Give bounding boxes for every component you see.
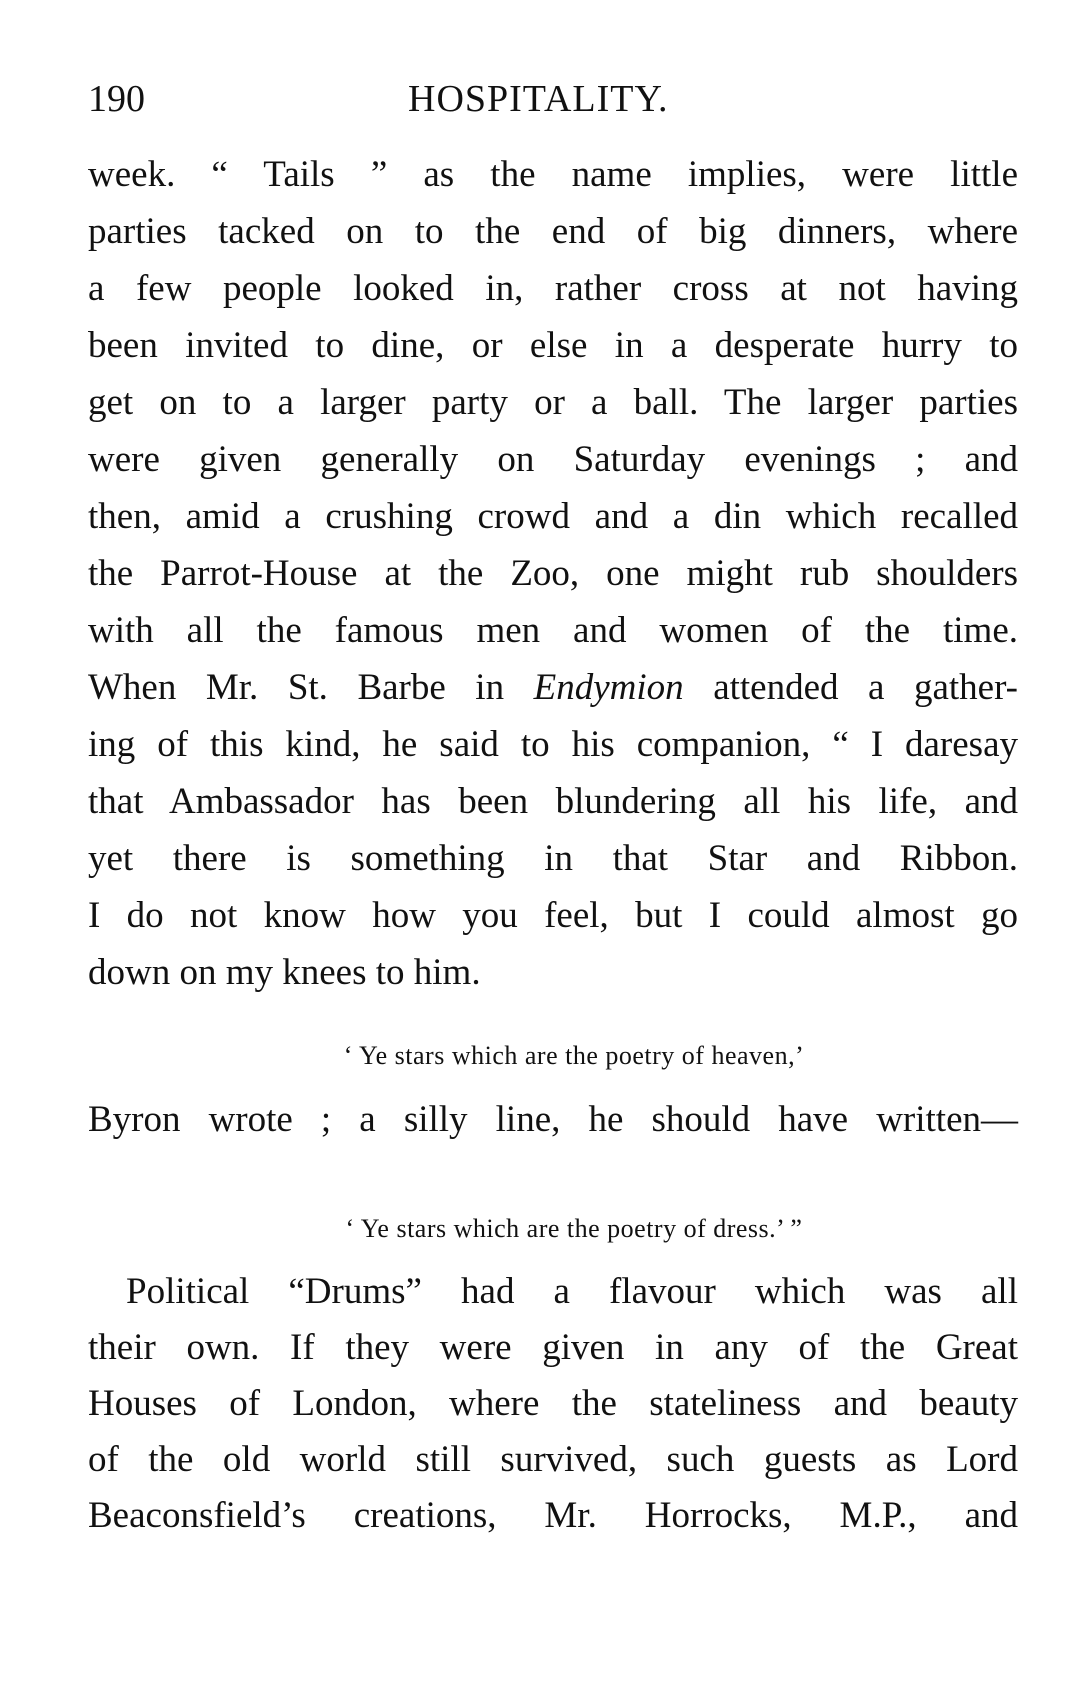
- text-line: get on to a larger party or a ball. The larger parties: [88, 382, 1018, 423]
- text-line: Beaconsfield’s creations, Mr. Horrocks, M.P., and: [88, 1495, 1018, 1536]
- text-line: parties tacked on to the end of big dinners, where: [88, 211, 1018, 252]
- paragraph-byron: [88, 1091, 1018, 1148]
- text-line: were given generally on Saturday evenings ; and: [88, 439, 1018, 480]
- text-line: been invited to dine, or else in a desperate hurry to: [88, 325, 1018, 366]
- text-line: with all the famous men and women of the time.: [88, 610, 1018, 651]
- text-line: Byron wrote ; a silly line, he should have written—: [88, 1099, 1018, 1140]
- page-number: 190: [88, 78, 145, 120]
- text-line: then, amid a crushing crowd and a din which recalled: [88, 496, 1018, 537]
- running-head: [88, 70, 1018, 130]
- text-line: I do not know how you feel, but I could almost go: [88, 895, 1018, 936]
- text-line: of the old world still survived, such guests as Lord: [88, 1439, 1018, 1480]
- text-line-endymion: [88, 659, 1018, 716]
- text-line: week. “ Tails ” as the name implies, were little: [88, 154, 1018, 195]
- verse-quote-heaven: ‘ Ye stars which are the poetry of heaven,’: [343, 1041, 805, 1070]
- running-title: HOSPITALITY.: [408, 78, 669, 120]
- paragraph-tails: [88, 146, 1018, 1001]
- text-line: the Parrot-House at the Zoo, one might rub shoulders: [88, 553, 1018, 594]
- text-line: Houses of London, where the stateliness and beauty: [88, 1383, 1018, 1424]
- verse-quote-dress: ‘ Ye stars which are the poetry of dress.’ ”: [345, 1214, 803, 1243]
- text-line: their own. If they were given in any of the Great: [88, 1327, 1018, 1368]
- text-line: ing of this kind, he said to his companion, “ I daresay: [88, 724, 1018, 765]
- text-line: yet there is something in that Star and Ribbon.: [88, 838, 1018, 879]
- text-line: Political “Drums” had a flavour which was all: [126, 1271, 1018, 1312]
- book-title-endymion: Endymion: [533, 667, 684, 708]
- text-line: that Ambassador has been blundering all his life, and: [88, 781, 1018, 822]
- text-fragment: When Mr. St. Barbe in: [88, 667, 505, 708]
- text-fragment: attended a gather-: [713, 667, 1019, 708]
- text-line: a few people looked in, rather cross at not having: [88, 268, 1018, 309]
- text-line: down on my knees to him.: [88, 952, 481, 993]
- paragraph-political-drums: [88, 1264, 1018, 1544]
